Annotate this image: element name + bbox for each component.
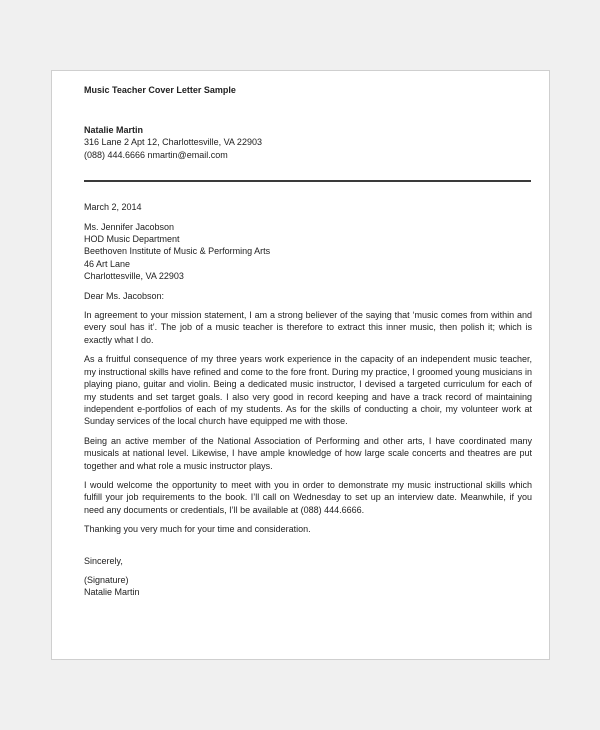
sender-name: Natalie Martin [84, 125, 144, 135]
recipient-organization: Beethoven Institute of Music & Performing Arts [84, 246, 271, 257]
recipient-street: 46 Art Lane [84, 258, 131, 269]
letter-date: March 2, 2014 [84, 202, 142, 213]
body-paragraph: Being an active member of the National Association of Performing and other arts, I have coordinated many musicals at national level. Likewise, I have ample knowledge of how large scale concerts and theatres are put together and what role a music instructor plays. [84, 435, 532, 471]
sender-address: 316 Lane 2 Apt 12, Charlottesville, VA 22903 [84, 137, 262, 148]
recipient-city: Charlottesville, VA 22903 [84, 271, 184, 282]
body-paragraph: As a fruitful consequence of my three years work experience in the capacity of an independent music teacher, my instructional skills have refined and come to the fore front. During my practice, I groomed young musicians in playing piano, guitar and violin. Being a dedicated music instructor, I devised a targeted curriculum for each of my students and set target goals. I also very good in record keeping and have a track record of maintaining independent e-portfolios of each of my students. As for the skills of conducting a choir, my volunteer work at Sunday services of the local church have equipped me with those. [84, 354, 532, 427]
header-divider [84, 180, 531, 182]
body-paragraph: In agreement to your mission statement, I am a strong believer of the saying that ‘music comes from within and every soul has it’. The job of a music teacher is therefore to extract this inner music, then polish it; which is exactly what I do. [84, 310, 532, 345]
document-title: Music Teacher Cover Letter Sample [84, 85, 236, 95]
sender-contact: (088) 444.6666 nmartin@email.com [84, 149, 228, 160]
body-paragraph: Thanking you very much for your time and consideration. [84, 524, 311, 535]
body-paragraph: I would welcome the opportunity to meet with you in order to demonstrate my music instructional skills which fulfill your job requirements to the book. I’ll call on Wednesday to set up an interview date. Meanwhile, if you need any documents or credentials, I’ll be available at (088) 444.6666. [84, 479, 532, 515]
closing: Sincerely, [84, 555, 123, 566]
letter-content [84, 84, 532, 599]
letter-page [51, 70, 550, 660]
recipient-block [84, 221, 532, 283]
salutation: Dear Ms. Jacobson: [84, 290, 165, 301]
signer-name: Natalie Martin [84, 587, 140, 598]
recipient-name: Ms. Jennifer Jacobson [84, 221, 175, 232]
signature-placeholder: (Signature) [84, 574, 129, 585]
recipient-department: HOD Music Department [84, 234, 180, 245]
